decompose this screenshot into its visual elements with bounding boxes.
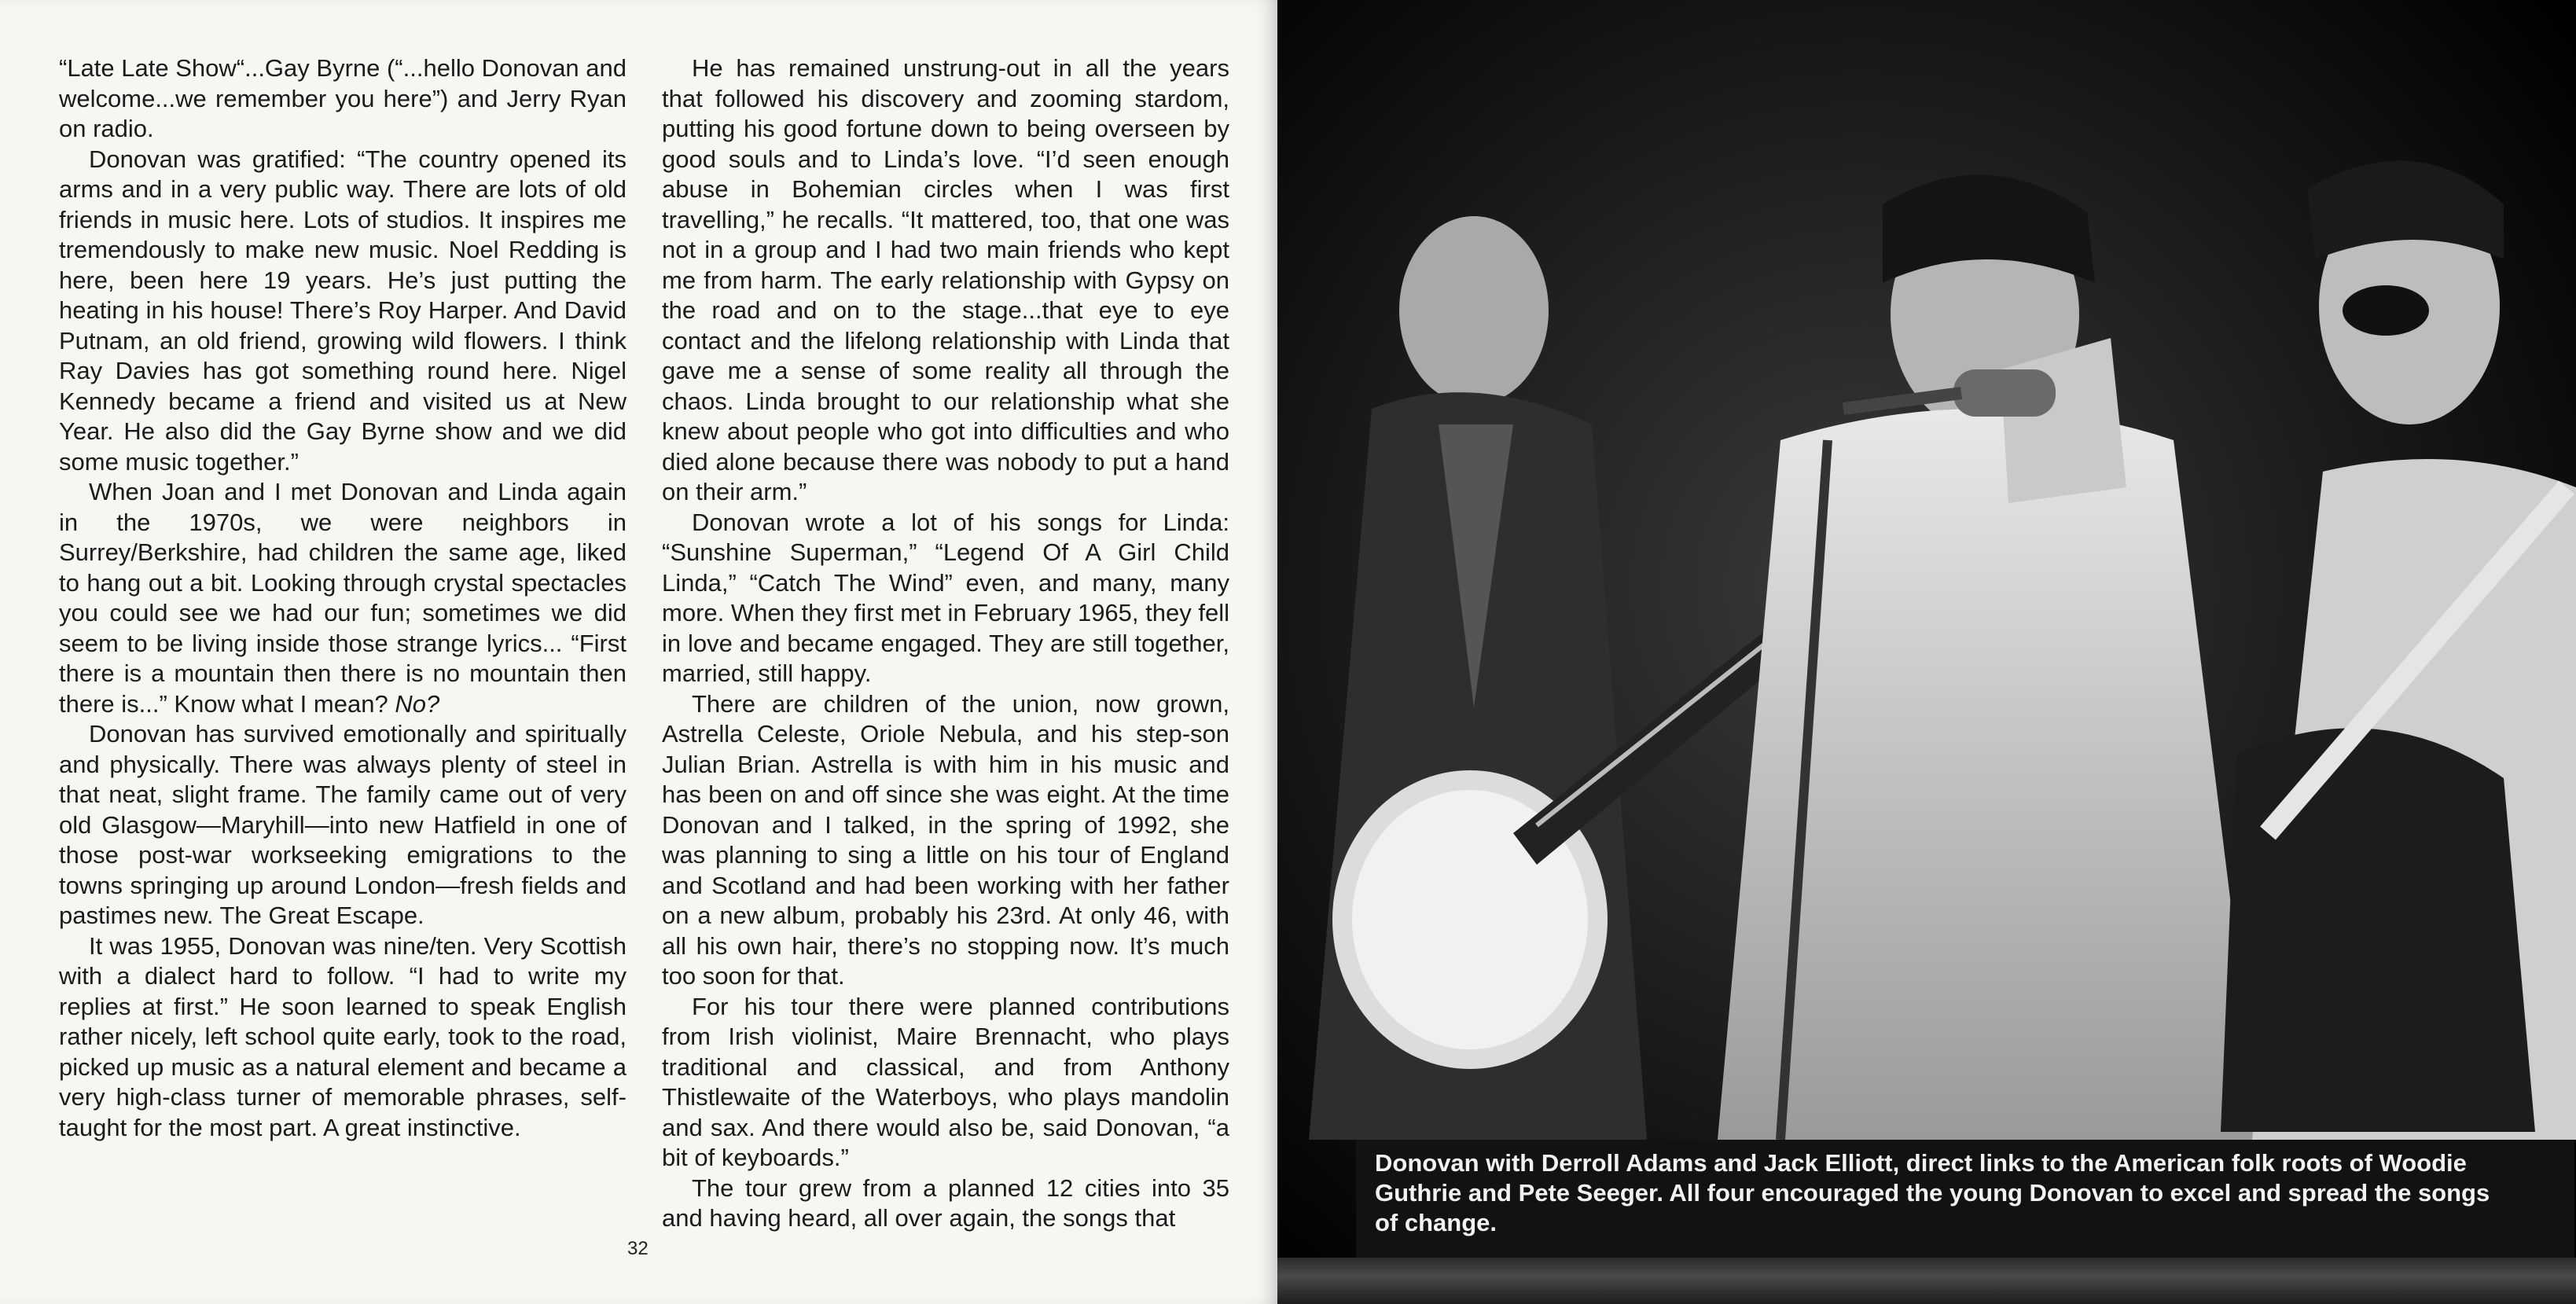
paragraph: He has remained unstrung-out in all the years that followed his discovery and zooming stardom, putting his good fortune down to being overseen by good souls and to Linda’s love. “I’d seen enough abuse in Bohemian circles when I was first travelling,” he recalls. “It mattered, too, that one was not in a group and I had two main friends who kept me from harm. The early relationship with Gypsy on the road and on to the stage...that eye to eye contact and the lifelong relationship with Linda that gave me a sense of some reality all through the chaos. Linda brought to our relationship what she knew about people who got into difficulties and who died alone because there was nobody to put a hand on their arm.” xyxy=(662,54,1229,505)
concert-photo xyxy=(1277,0,2576,1304)
paragraph xyxy=(59,477,627,719)
page-number: 32 xyxy=(627,1238,649,1259)
paragraph: Donovan has survived emotionally and spiritually and physically. There was always plenty of steel in that neat, slight frame. The family came out of very old Glasgow—Maryhill—into new Hatfield in one of those post-war workseeking emigrations to the towns springing up around London—fresh fields and pastimes new. The Great Escape. xyxy=(59,720,627,929)
paragraph: Donovan wrote a lot of his songs for Linda: “Sunshine Superman,” “Legend Of A Girl Child Linda,” “Catch The Wind” even, and many, many more. When they first met in February 1965, they fell in love and became engaged. They are still together, married, still happy. xyxy=(662,508,1229,687)
text-column-left xyxy=(59,53,627,1143)
paragraph: For his tour there were planned contributions from Irish violinist, Maire Brennacht, who plays traditional and classical, and from Anthony Thistlewaite of the Waterboys, who plays mandolin and sax. And there would also be, said Donovan, “a bit of keyboards.” xyxy=(662,992,1229,1171)
text-column-right xyxy=(662,53,1229,1234)
photo-page xyxy=(1277,0,2576,1304)
bottom-edge xyxy=(1277,1258,2576,1304)
paragraph: It was 1955, Donovan was nine/ten. Very Scottish with a dialect hard to follow. “I had to write my replies at first.” He soon learned to speak English rather nicely, left school quite early, took to the road, picked up music as a natural element and became a very high-class turner of memorable phrases, self-taught for the most part. A great instinctive. xyxy=(59,931,627,1141)
paragraph-text: When Joan and I met Donovan and Linda again in the 1970s, we were neighbors in Surrey/Berkshire, had children the same age, liked to hang out a bit. Looking through crystal spectacles you could see we had our fun; sometimes we did seem to be living inside those strange lyrics... “First there is a mountain then there is no mountain then there is...” Know what I mean? xyxy=(59,478,627,718)
paragraph: There are children of the union, now grown, Astrella Celeste, Oriole Nebula, and his step-son Julian Brian. Astrella is with him in his music and has been on and off since she was eight. At the time Donovan and I talked, in the spring of 1992, she was planning to sing a little on his tour of England and Scotland and had been working with her father on a new album, probably his 23rd. At only 46, with all his own hair, there’s no stopping now. It’s much too soon for that. xyxy=(662,689,1229,990)
paragraph: The tour grew from a planned 12 cities into 35 and having heard, all over again, the songs that xyxy=(662,1174,1229,1232)
paragraph: “Late Late Show“...Gay Byrne (“...hello Donovan and welcome...we remember you here”) and Jerry Ryan on radio. xyxy=(59,54,627,142)
italic-text: No? xyxy=(395,689,440,718)
text-page xyxy=(0,0,1277,1304)
paragraph: Donovan was gratified: “The country opened its arms and in a very public way. There are lots of old friends in music here. Lots of studios. It inspires me tremendously to make new music. Noel Redding is here, been here 19 years. He’s just putting the heating in his house! There’s Roy Harper. And David Putnam, an old friend, growing wild flowers. I think Ray Davies has got something round here. Nigel Kennedy became a friend and visited us at New Year. He also did the Gay Byrne show and we did some music together.” xyxy=(59,145,627,476)
photo-caption: Donovan with Derroll Adams and Jack Elliott, direct links to the American folk roots of Woodie Guthrie and Pete Seeger. All four encouraged the young Donovan to excel and spread the songs of change. xyxy=(1375,1149,2490,1236)
